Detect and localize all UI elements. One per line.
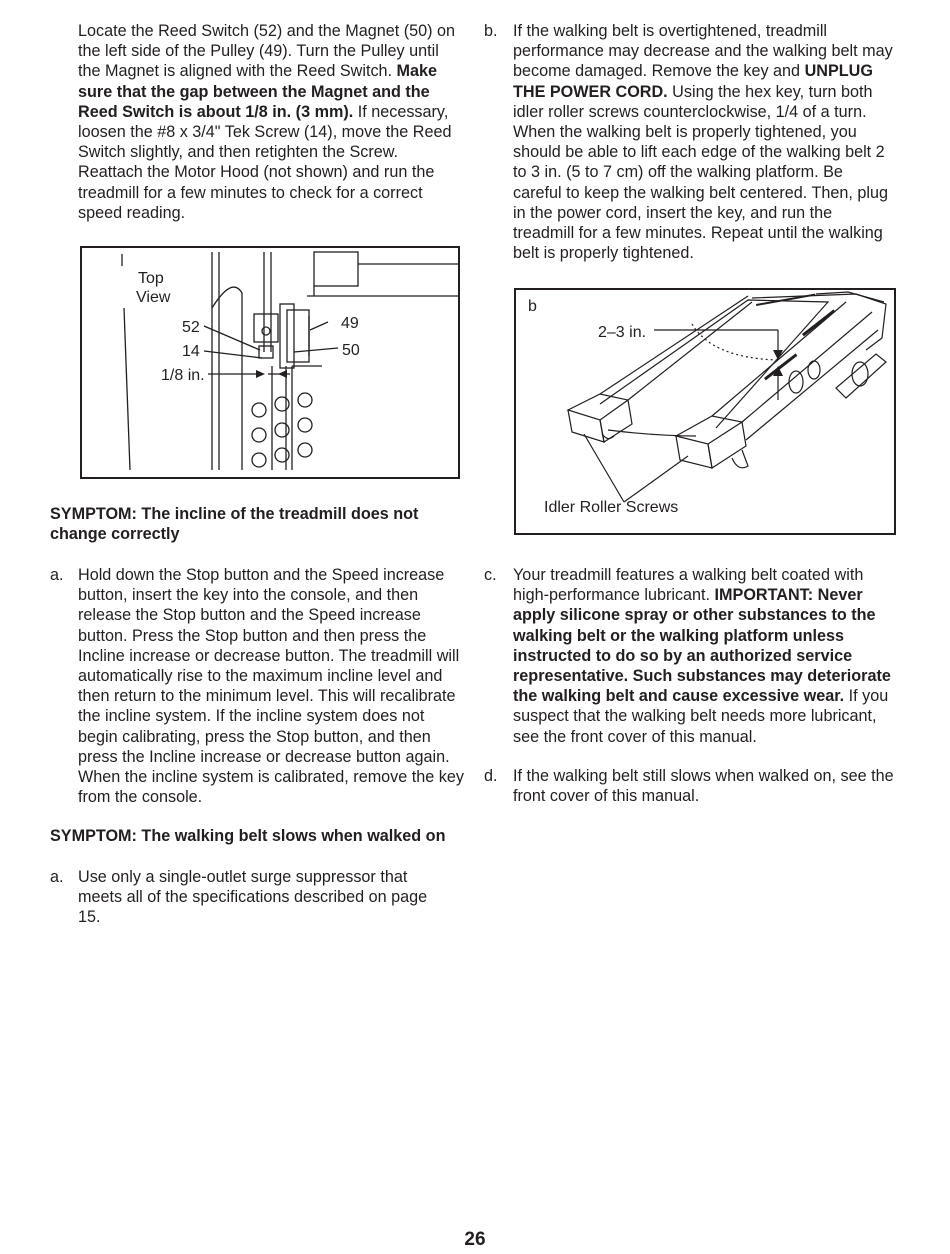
step-b-unplug: UNPLUG THE POWER CORD.: [513, 62, 873, 101]
step-d-text: If the walking belt still slows when walked on, see the front cover of this manual.: [513, 767, 894, 806]
step-b-part-1: If the walking belt is overtightened, treadmill performance may decrease and the walking belt may become damaged. Remove the key and: [513, 22, 893, 81]
intro-paragraph: [78, 21, 462, 223]
belt-a-marker: a.: [50, 868, 64, 886]
label-lift-2-3-in: 2–3 in.: [598, 324, 647, 341]
label-view: View: [136, 289, 171, 306]
top-view-diagram: [82, 248, 460, 479]
belt-a-text: Use only a single-outlet surge suppressor that meets all of the specifications described on page 15.: [78, 868, 428, 927]
intro-gap-warning: Make sure that the gap between the Magnet and the Reed Switch is about 1/8 in. (3 mm).: [78, 62, 438, 121]
symptom-incline-heading: SYMPTOM: The incline of the treadmill does not change correctly: [50, 505, 419, 544]
step-b-text: [513, 21, 893, 263]
label-part-50: 50: [342, 342, 360, 359]
label-part-14: 14: [182, 343, 200, 360]
step-c-part-3: If you suspect that the walking belt needs more lubricant, see the front cover of this manual.: [513, 687, 889, 746]
step-c-part-1: Your treadmill features a walking belt coated with high-performance lubricant.: [513, 566, 864, 605]
label-top: Top: [138, 270, 164, 287]
page-number: 26: [464, 1229, 486, 1250]
incline-a-text: Hold down the Stop button and the Speed increase button, insert the key into the console, and then release the Stop button and the Speed increase button. Press the Stop button and then press the Incline increase or decrease button. The treadmill will automatically rise to the maximum incline level and then return to the minimum level. This will recalibrate the incline system. If the incline system does not begin calibrating, press the Stop button, and then press the Incline increase or decrease button again. When the incline system is calibrated, remove the key from the console.: [78, 566, 464, 807]
figure-b-treadmill: [514, 288, 896, 535]
step-c-important: IMPORTANT: Never apply silicone spray or other substances to the walking belt or the walking platform unless instructed to do so by an authorized service representative. Such substances may deteriorate the walking belt and cause excessive wear.: [513, 586, 891, 706]
symptom-belt-heading: SYMPTOM: The walking belt slows when walked on: [50, 827, 446, 845]
intro-part-1: Locate the Reed Switch (52) and the Magnet (50) on the left side of the Pulley (49). Turn the Pulley until the Magnet is aligned with the Reed Switch.: [78, 22, 456, 81]
figure-top-view: [80, 246, 460, 479]
step-c-text: [513, 565, 897, 747]
incline-a-marker: a.: [50, 566, 64, 584]
label-gap-1-8: 1/8 in.: [161, 367, 205, 384]
intro-part-3: If necessary, loosen the #8 x 3/4" Tek Screw (14), move the Reed Switch slightly, and then retighten the Screw. Reattach the Motor Hood (not shown) and run the treadmill for a few minutes to check for a correct speed reading.: [78, 102, 452, 222]
step-c-marker: c.: [484, 566, 497, 584]
step-b-part-3: Using the hex key, turn both idler roller screws counterclockwise, 1/4 of a turn. When the walking belt is properly tightened, you should be able to lift each edge of the walking belt 2 to 3 in. (5 to 7 cm) off the walking platform. Be careful to keep the walking belt centered. Then, plug in the power cord, insert the key, and run the treadmill for a few minutes. Repeat until the walking belt is properly tightened.: [513, 82, 888, 263]
treadmill-diagram: [516, 290, 896, 535]
label-part-52: 52: [182, 319, 200, 336]
step-d-marker: d.: [484, 767, 498, 785]
label-part-49: 49: [341, 315, 359, 332]
figure-b-letter: b: [528, 298, 537, 315]
label-idler-roller-screws: Idler Roller Screws: [544, 499, 679, 516]
step-b-marker: b.: [484, 22, 498, 40]
